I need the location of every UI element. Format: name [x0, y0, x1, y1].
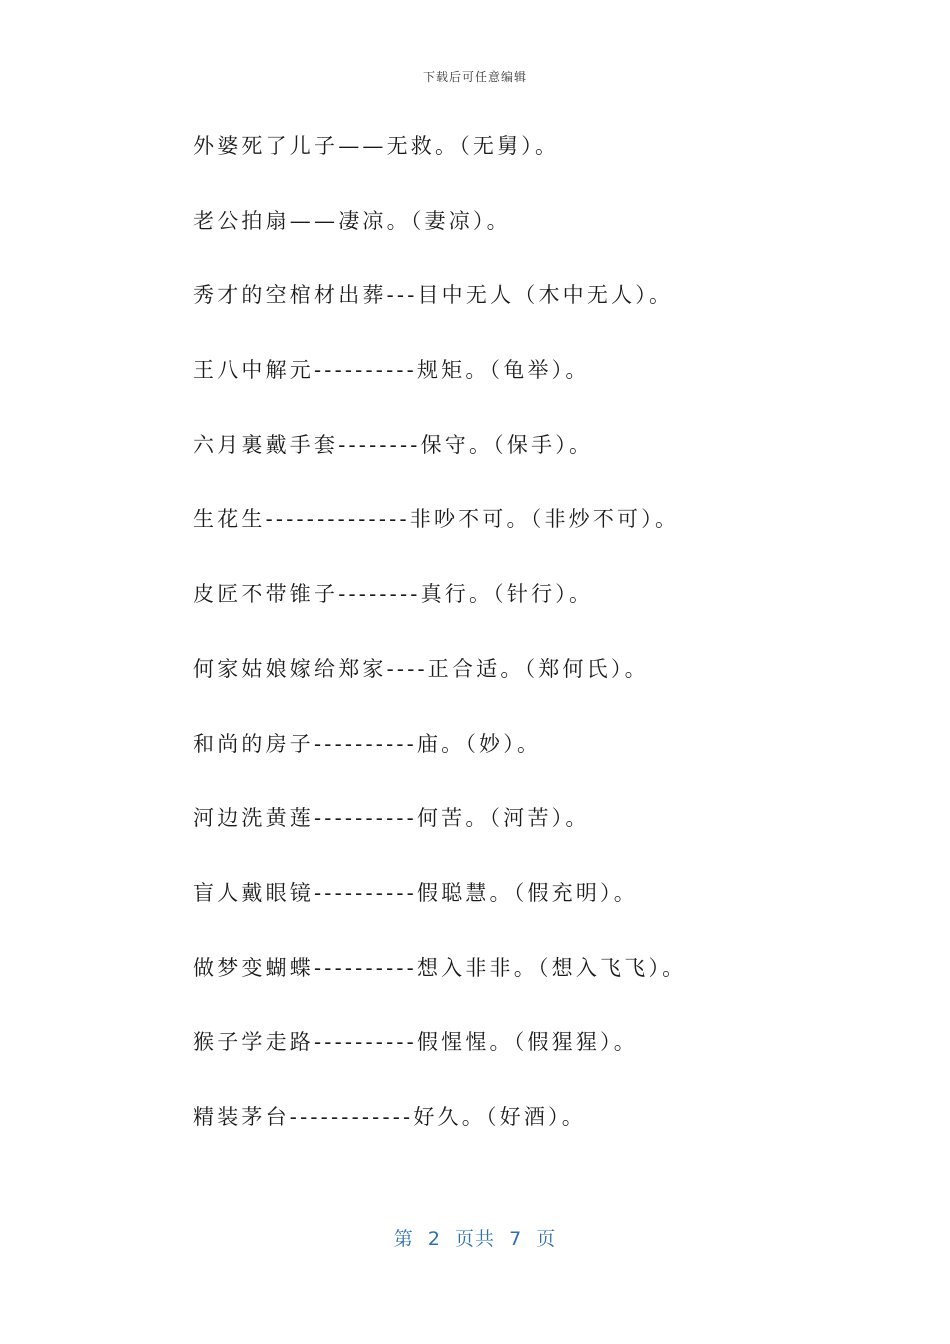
riddle-line: 外婆死了儿子——无救。（无舅）。 — [193, 134, 560, 158]
current-page-number: 2 — [427, 1228, 441, 1250]
riddle-line: 做梦变蝴蝶----------想入非非。（想入飞飞）。 — [193, 955, 687, 980]
riddle-line: 何家姑娘嫁给郑家----正合适。（郑何氏）。 — [193, 656, 649, 681]
riddle-line: 盲人戴眼镜----------假聪慧。（假充明）。 — [193, 880, 638, 905]
riddle-line: 皮匠不带锥子--------真行。（针行）。 — [193, 582, 594, 607]
riddle-line: 猴子学走路----------假惺惺。（假猩猩）。 — [193, 1030, 638, 1055]
riddle-list — [193, 124, 893, 1170]
total-pages-number: 7 — [509, 1228, 523, 1250]
riddle-line: 老公拍扇——凄凉。（妻凉）。 — [193, 208, 511, 233]
footer-prefix: 第 — [393, 1228, 428, 1250]
footer-suffix: 页 — [522, 1228, 557, 1250]
riddle-line: 河边洗黄莲----------何苦。（河苦）。 — [193, 806, 590, 831]
footer-middle: 页共 — [440, 1228, 510, 1250]
riddle-line: 秀才的空棺材出葬---目中无人（木中无人）。 — [193, 283, 674, 308]
page-header: 下载后可任意编辑 — [422, 70, 527, 84]
riddle-line: 和尚的房子----------庙。（妙）。 — [193, 731, 542, 756]
riddle-line: 生花生--------------非吵不可。（非炒不可）。 — [193, 507, 680, 532]
riddle-line: 六月裏戴手套--------保守。（保手）。 — [193, 432, 594, 457]
riddle-line: 王八中解元----------规矩。（龟举）。 — [193, 358, 590, 383]
riddle-line: 精装茅台------------好久。（好酒）。 — [193, 1104, 586, 1129]
page-footer — [0, 1224, 950, 1251]
